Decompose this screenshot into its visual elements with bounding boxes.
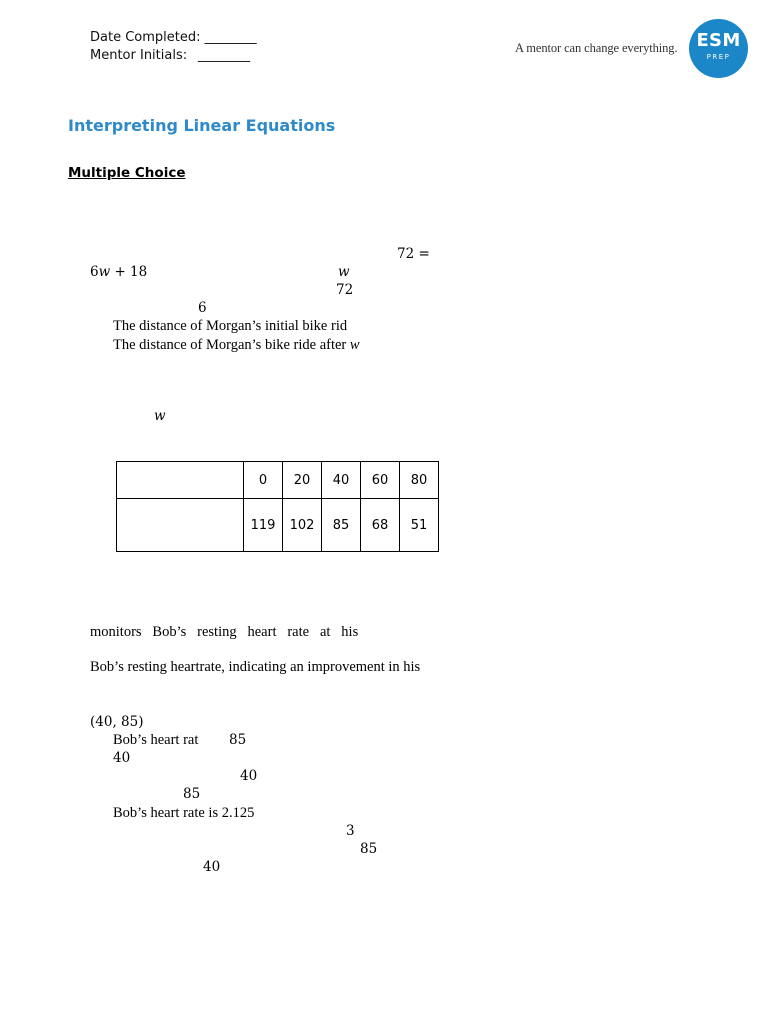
q2-point: (40, 85): [90, 714, 144, 730]
q1-option-b: [113, 337, 360, 354]
q1-equation-right: [90, 264, 147, 280]
table-row-label: [117, 499, 244, 552]
q2-option-1-number-2: 40: [113, 750, 131, 766]
q2-variable-w: w: [154, 408, 166, 424]
table-cell: 85: [322, 499, 361, 552]
q2-option-1-text: Bob’s heart rat: [113, 732, 199, 748]
q1-number-6: 6: [198, 300, 207, 316]
logo-sub-text: PREP: [706, 53, 731, 61]
heart-rate-table: [116, 461, 439, 552]
tagline: A mentor can change everything.: [515, 41, 678, 55]
table-row-label: [117, 462, 244, 499]
mentor-initials-label: Mentor Initials:: [90, 48, 188, 63]
table-cell: 102: [283, 499, 322, 552]
table-cell: 68: [361, 499, 400, 552]
section-title: Multiple Choice: [68, 165, 186, 181]
mentor-initials-blank: ________: [198, 48, 250, 63]
q2-option-4-number: 3: [346, 823, 355, 839]
table-cell: 0: [244, 462, 283, 499]
q2-option-2-number-2: 85: [183, 786, 201, 802]
q1-option-a: The distance of Morgan’s initial bike rid: [113, 318, 348, 334]
page-title: Interpreting Linear Equations: [68, 116, 336, 135]
q1-option-b-variable: w: [349, 337, 360, 353]
table-cell: 20: [283, 462, 322, 499]
table-cell: 40: [322, 462, 361, 499]
q1-eq-coefficient: 6: [90, 264, 99, 280]
date-completed-label: Date Completed: ________: [90, 30, 257, 45]
q1-eq-constant: + 18: [110, 264, 148, 280]
table-row: [117, 462, 439, 499]
logo-main-text: ESM: [696, 30, 741, 51]
q1-number-72: 72: [336, 282, 354, 298]
q1-variable-w: w: [338, 264, 350, 280]
q1-equation-left: 72 =: [397, 246, 430, 262]
q1-option-b-text: The distance of Morgan’s bike ride after: [113, 337, 350, 353]
q1-eq-variable: w: [98, 264, 111, 280]
q2-option-3-text: Bob’s heart rate is 2.125: [113, 805, 255, 821]
q2-text-line-2: Bob’s resting heartrate, indicating an improvement in his: [90, 659, 421, 675]
table-row: [117, 499, 439, 552]
table-cell: 60: [361, 462, 400, 499]
q2-text-line-1: monitors Bob’s resting heart rate at his: [90, 624, 359, 640]
q2-option-4-number-2: 85: [360, 841, 378, 857]
q2-option-4-number-3: 40: [203, 859, 221, 875]
table-cell: 51: [400, 499, 439, 552]
esm-prep-logo: [689, 19, 748, 78]
q2-option-1-number: 85: [229, 732, 247, 748]
q2-option-2-number: 40: [240, 768, 258, 784]
table-cell: 80: [400, 462, 439, 499]
table-cell: 119: [244, 499, 283, 552]
